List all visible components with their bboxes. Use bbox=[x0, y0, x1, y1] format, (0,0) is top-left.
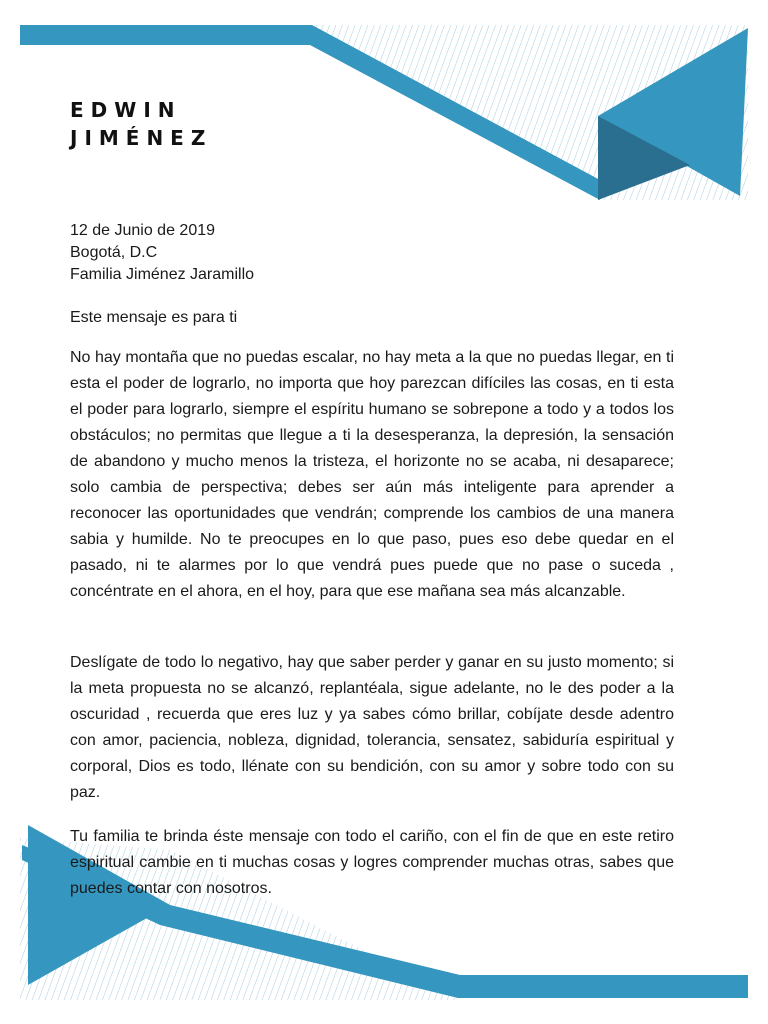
letter-header bbox=[70, 220, 254, 286]
author-first-name: EDWIN bbox=[70, 98, 182, 122]
author-name bbox=[70, 96, 212, 152]
letter-date: 12 de Junio de 2019 bbox=[70, 222, 216, 239]
letter-paragraph: No hay montaña que no puedas escalar, no hay meta a la que no puedas llegar, en ti esta el poder de lograrlo, no importa que hoy parezcan difíciles las cosas, en ti esta el poder para lograrlo, siempre el espíritu humano se sobrepone a todo y a todos los obstáculos; no permitas que llegue a ti la desesperanza, la depresión, la sensación de abandono y mucho menos la tristeza, el horizonte no se acaba, ni desaparece; solo cambia de perspectiva; debes ser aún más inteligente para aprender a reconocer las oportunidades que vendrán; comprende los cambios de una manera sabia y humilde. No te preocupes en lo que paso, pues eso debe quedar en el pasado, ni te alarmes por lo que vendrá pues puede que no pase o suceda , concéntrate en el ahora, en el hoy, para que ese mañana sea más alcanzable. bbox=[70, 349, 674, 600]
author-last-name: JIMÉNEZ bbox=[70, 126, 213, 150]
letter-city: Bogotá, D.C bbox=[70, 244, 158, 261]
letter-sender: Familia Jiménez Jaramillo bbox=[70, 266, 255, 283]
letter-greeting: Este mensaje es para ti bbox=[70, 309, 238, 326]
letter-paragraph: Deslígate de todo lo negativo, hay que saber perder y ganar en su justo momento; si la meta propuesta no se alcanzó, replantéala, sigue adelante, no le des poder a la oscuridad , recuerda que eres luz y ya sabes cómo brillar, cobíjate desde adentro con amor, paciencia, nobleza, dignidad, tolerancia, sensatez, sabiduría espiritual y corporal, Dios es todo, llénate con su bendición, con su amor y sobre todo con su paz. bbox=[70, 654, 674, 801]
letter-paragraph: Tu familia te brinda éste mensaje con todo el cariño, con el fin de que en este retiro espiritual cambie en ti muchas cosas y logres comprender muchas otras, sabes que puedes contar con nosotros. bbox=[70, 828, 674, 897]
